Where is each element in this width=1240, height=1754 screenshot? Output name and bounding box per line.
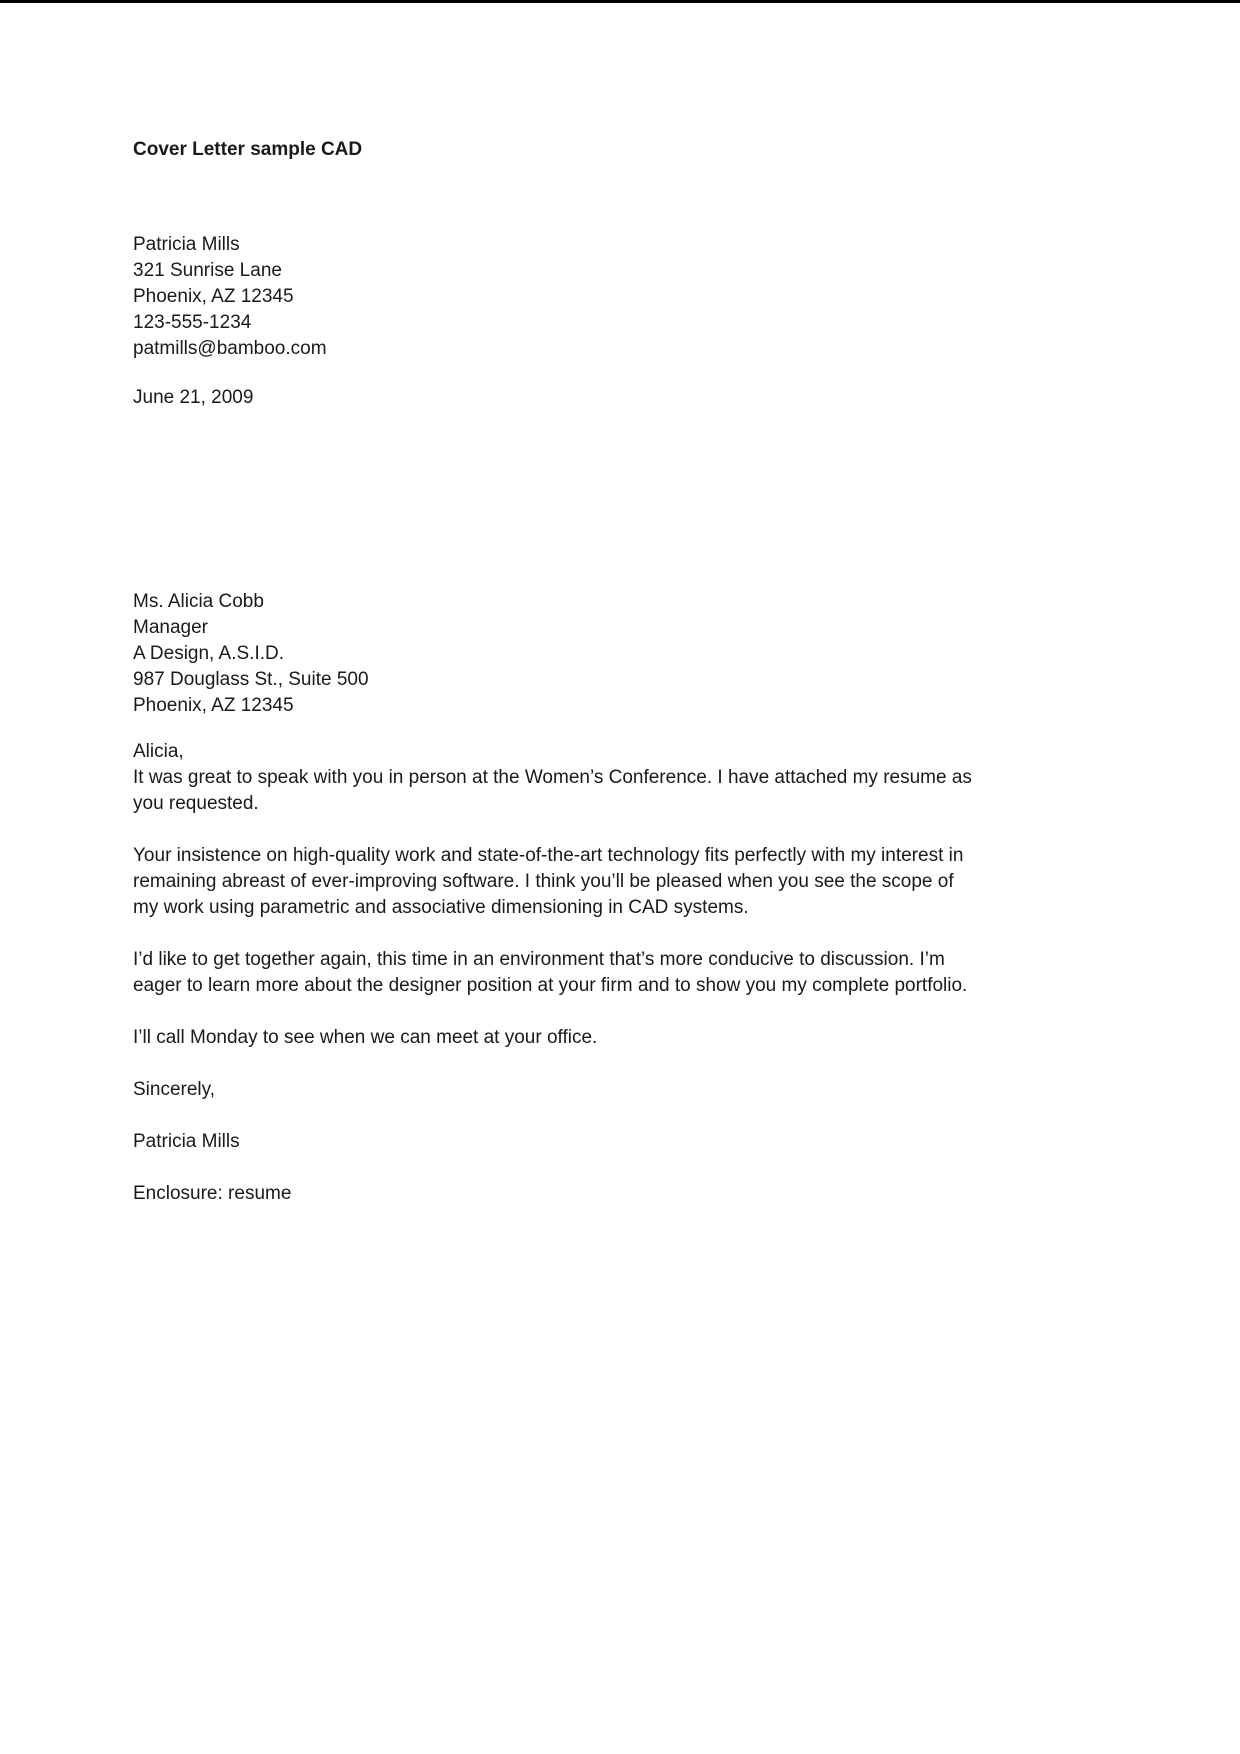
recipient-company: A Design, A.S.I.D.	[133, 643, 285, 664]
recipient-address-line2: Phoenix, AZ 12345	[133, 695, 294, 716]
body-paragraph: I’d like to get together again, this time in an environment that’s more conducive to discussion. I’m eager to learn more about the designer position at your firm and to show you my complete portfolio.	[133, 949, 968, 996]
sender-name: Patricia Mills	[133, 234, 240, 255]
salutation: Alicia,	[133, 741, 184, 762]
sender-address-line1: 321 Sunrise Lane	[133, 260, 282, 281]
sender-address-line2: Phoenix, AZ 12345	[133, 286, 294, 307]
body-paragraph: I’ll call Monday to see when we can meet at your office.	[133, 1027, 598, 1048]
closing: Sincerely,	[133, 1079, 216, 1100]
enclosure-line: Enclosure: resume	[133, 1183, 292, 1204]
body-paragraph: Your insistence on high-quality work and state-of-the-art technology fits perfectly with my interest in remaining abreast of ever-improving software. I think you’ll be pleased when you see the scope of my work using parametric and associative dimensioning in CAD systems.	[133, 845, 964, 918]
sender-block	[133, 232, 1005, 362]
recipient-name: Ms. Alicia Cobb	[133, 591, 264, 612]
recipient-job-title: Manager	[133, 617, 208, 638]
recipient-block	[133, 589, 1005, 719]
recipient-address-line1: 987 Douglass St., Suite 500	[133, 669, 369, 690]
date-line: June 21, 2009	[133, 387, 254, 408]
sender-phone: 123-555-1234	[133, 312, 252, 333]
cover-letter-page	[0, 3, 1005, 1207]
document-title: Cover Letter sample CAD	[133, 139, 363, 160]
signature-name: Patricia Mills	[133, 1131, 240, 1152]
body-paragraph: It was great to speak with you in person at the Women’s Conference. I have attached my resume as you requested.	[133, 767, 972, 814]
sender-email: patmills@bamboo.com	[133, 338, 327, 359]
